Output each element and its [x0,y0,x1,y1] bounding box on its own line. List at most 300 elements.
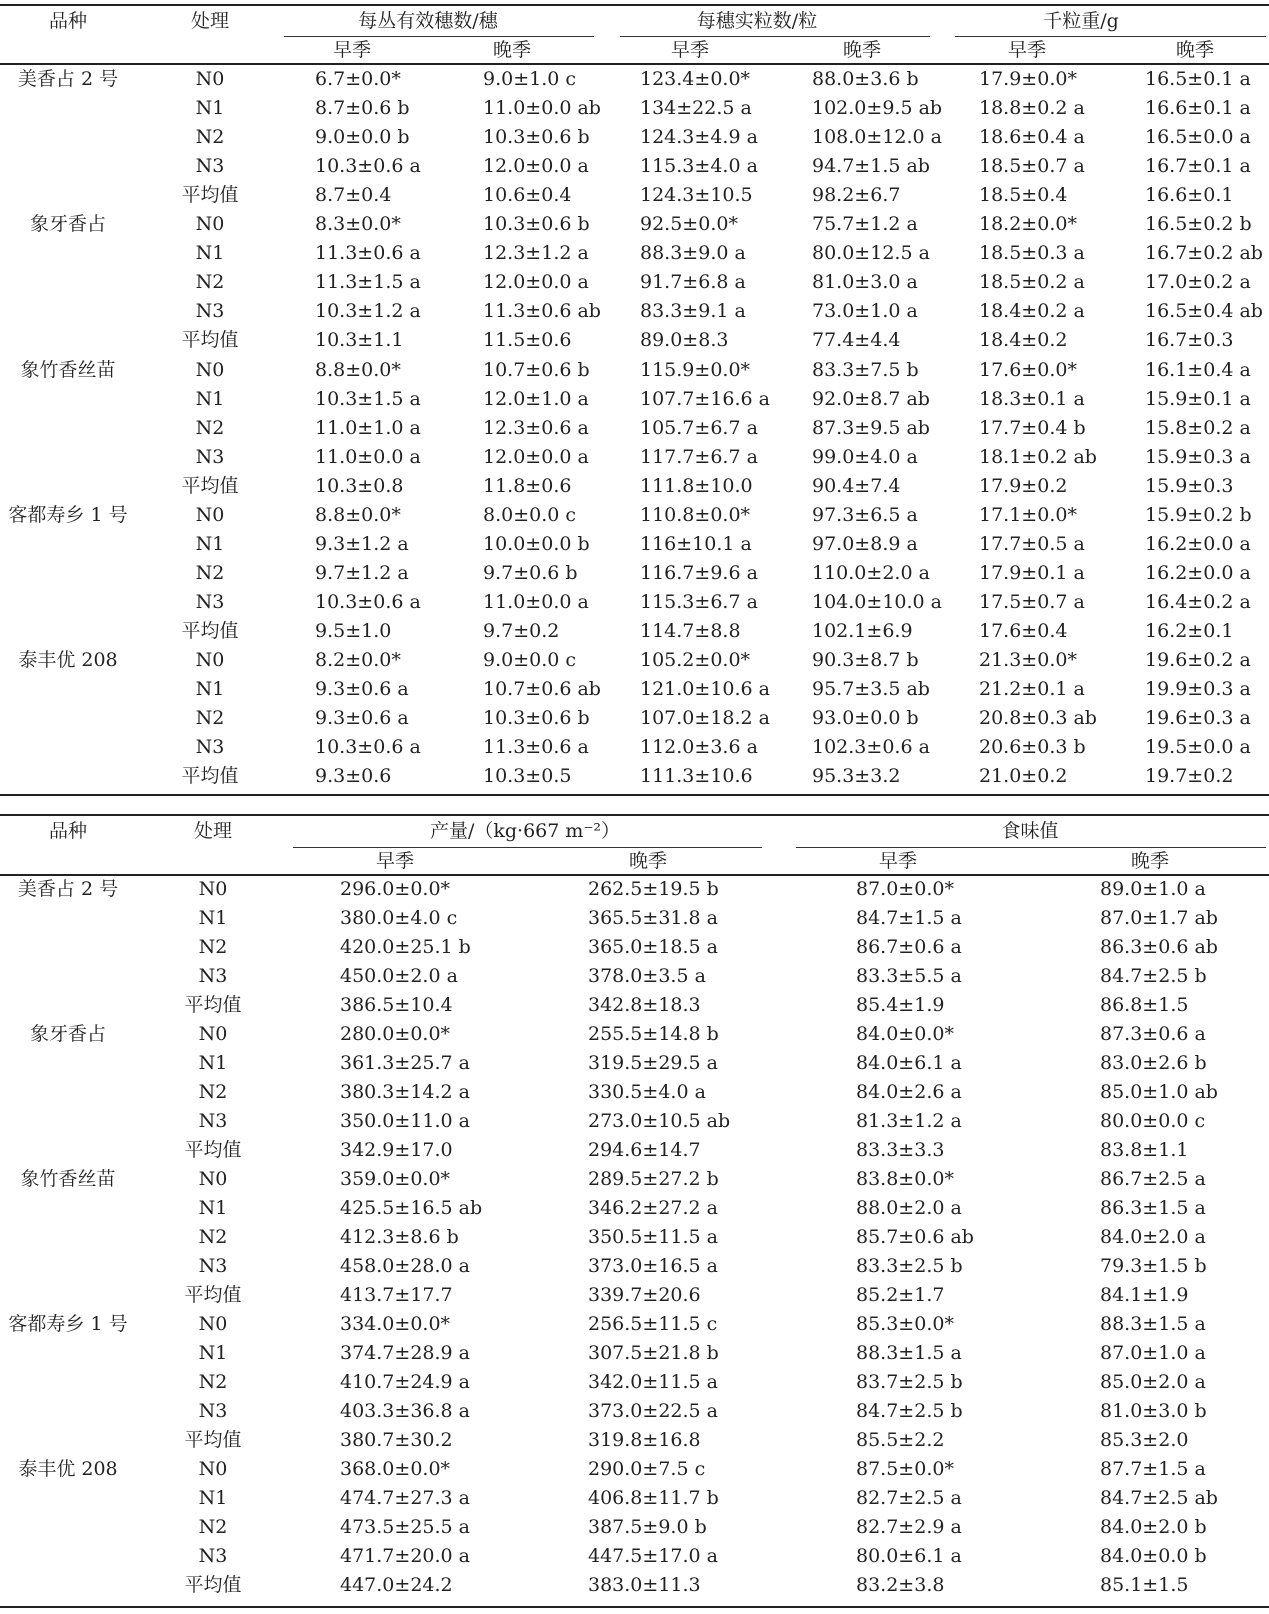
row-treatment: N2 [198,936,228,958]
header-season: 晚季 [492,39,532,61]
table-cell: 90.3±8.7 b [812,649,919,671]
row-treatment: N2 [198,1081,228,1103]
table-cell: 87.7±1.5 a [1100,1458,1206,1480]
row-treatment: N1 [198,1197,228,1219]
table-cell: 19.7±0.2 [1145,765,1234,787]
table-cell: 16.2±0.0 a [1145,533,1251,555]
table-cell: 350.0±11.0 a [340,1110,470,1132]
row-treatment: N1 [198,1487,228,1509]
table-cell: 15.9±0.2 b [1145,504,1252,526]
header-season: 早季 [332,39,372,61]
table-cell: 11.8±0.6 [483,475,572,497]
table-cell: 83.3±9.1 a [640,300,746,322]
table-cell: 9.3±1.2 a [315,533,409,555]
table-cell: 98.2±6.7 [812,184,901,206]
row-treatment: N1 [195,533,225,555]
table-cell: 107.7±16.6 a [640,388,770,410]
top-rule [0,4,1269,6]
header-group: 产量/（kg·667 m⁻²） [429,820,621,842]
row-treatment: N3 [198,1110,228,1132]
table-cell: 12.0±1.0 a [483,388,589,410]
table-cell: 10.3±0.6 a [315,736,421,758]
header-season: 晚季 [842,39,882,61]
table-cell: 474.7±27.3 a [340,1487,470,1509]
table-cell: 373.0±22.5 a [588,1400,718,1422]
table-cell: 83.3±2.5 b [856,1255,963,1277]
table-cell: 262.5±19.5 b [588,878,719,900]
table-cell: 373.0±16.5 a [588,1255,718,1277]
table-cell: 16.5±0.2 b [1145,213,1252,235]
table-cell: 104.0±10.0 a [812,591,942,613]
table-cell: 18.3±0.1 a [979,388,1085,410]
table-cell: 102.1±6.9 [812,620,913,642]
table-cell: 82.7±2.5 a [856,1487,962,1509]
header-season: 晚季 [628,850,668,872]
table-cell: 10.3±0.6 a [315,155,421,177]
row-treatment: N3 [195,591,225,613]
table-cell: 88.3±9.0 a [640,242,746,264]
table-cell: 20.6±0.3 b [979,736,1086,758]
table-cell: 83.3±5.5 a [856,965,962,987]
row-treatment: N0 [195,649,225,671]
table-cell: 88.0±2.0 a [856,1197,962,1219]
row-treatment: N3 [198,1545,228,1567]
table-cell: 10.3±0.8 [315,475,404,497]
table-cell: 111.3±10.6 [640,765,753,787]
table-cell: 84.0±2.0 b [1100,1516,1207,1538]
table-cell: 121.0±10.6 a [640,678,770,700]
table-cell: 81.0±3.0 b [1100,1400,1207,1422]
table-cell: 10.0±0.0 b [483,533,590,555]
table-cell: 19.6±0.3 a [1145,707,1251,729]
table-cell: 20.8±0.3 ab [979,707,1097,729]
table-cell: 8.0±0.0 c [483,504,577,526]
table-cell: 80.0±0.0 c [1100,1110,1206,1132]
table-cell: 15.8±0.2 a [1145,417,1251,439]
table-cell: 80.0±6.1 a [856,1545,962,1567]
table-cell: 10.3±0.6 a [315,591,421,613]
table-cell: 75.7±1.2 a [812,213,918,235]
table-cell: 342.8±18.3 [588,994,701,1016]
table-cell: 11.0±0.0 ab [483,97,601,119]
bottom-rule [0,1606,1269,1608]
row-treatment: N2 [195,271,225,293]
table-cell: 9.7±0.6 b [483,562,578,584]
table-cell: 9.0±0.0 c [483,649,577,671]
table-cell: 21.2±0.1 a [979,678,1085,700]
table-cell: 87.0±1.7 ab [1100,907,1218,929]
row-variety: 泰丰优 208 [18,649,118,671]
table-cell: 105.7±6.7 a [640,417,758,439]
table-cell: 458.0±28.0 a [340,1255,470,1277]
row-variety: 客都寿乡 1 号 [8,1313,128,1335]
table-cell: 16.6±0.1 a [1145,97,1251,119]
table-cell: 9.3±0.6 a [315,678,409,700]
table-cell: 11.5±0.6 [483,329,572,351]
group-underline [284,36,594,37]
row-treatment: N0 [198,1023,228,1045]
table-cell: 21.3±0.0* [979,649,1077,671]
row-treatment: 平均值 [181,329,239,351]
table-cell: 83.3±3.3 [856,1139,945,1161]
row-treatment: N3 [195,300,225,322]
bottom-rule [0,794,1269,796]
row-treatment: 平均值 [184,1574,242,1596]
row-treatment: 平均值 [184,1429,242,1451]
table-cell: 97.0±8.9 a [812,533,918,555]
table-cell: 350.5±11.5 a [588,1226,718,1248]
table-cell: 16.7±0.1 a [1145,155,1251,177]
table-cell: 18.1±0.2 ab [979,446,1097,468]
table-cell: 12.3±0.6 a [483,417,589,439]
table-cell: 84.0±2.0 a [1100,1226,1206,1248]
table-cell: 12.0±0.0 a [483,271,589,293]
table-cell: 111.8±10.0 [640,475,753,497]
table-cell: 16.4±0.2 a [1145,591,1251,613]
row-treatment: N0 [195,359,225,381]
table-cell: 102.0±9.5 ab [812,97,943,119]
table-cell: 83.7±2.5 b [856,1371,963,1393]
row-variety: 美香占 2 号 [17,68,119,90]
table-cell: 18.8±0.2 a [979,97,1085,119]
group-underline [293,847,762,848]
table-cell: 86.7±0.6 a [856,936,962,958]
row-treatment: N3 [195,155,225,177]
table-cell: 15.9±0.1 a [1145,388,1251,410]
table-cell: 11.0±0.0 a [315,446,421,468]
table-cell: 8.8±0.0* [315,359,401,381]
table-cell: 21.0±0.2 [979,765,1068,787]
table-cell: 365.0±18.5 a [588,936,718,958]
table-cell: 365.5±31.8 a [588,907,718,929]
table-cell: 8.7±0.6 b [315,97,410,119]
table-cell: 447.0±24.2 [340,1574,453,1596]
table-cell: 17.5±0.7 a [979,591,1085,613]
table-cell: 80.0±12.5 a [812,242,930,264]
table-cell: 447.5±17.0 a [588,1545,718,1567]
table-cell: 10.7±0.6 ab [483,678,601,700]
table-cell: 105.2±0.0* [640,649,751,671]
table-cell: 17.9±0.0* [979,68,1077,90]
table-cell: 84.7±1.5 a [856,907,962,929]
header-group: 每穗实粒数/粒 [696,10,818,32]
group-underline [955,36,1266,37]
table-cell: 114.7±8.8 [640,620,741,642]
table-cell: 123.4±0.0* [640,68,751,90]
table-cell: 425.5±16.5 ab [340,1197,483,1219]
table-cell: 19.9±0.3 a [1145,678,1251,700]
table-cell: 17.1±0.0* [979,504,1077,526]
table-cell: 18.5±0.3 a [979,242,1085,264]
header-season: 晚季 [1130,850,1170,872]
row-variety: 象牙香占 [29,213,107,235]
table-cell: 9.7±1.2 a [315,562,409,584]
row-treatment: N2 [195,707,225,729]
table-cell: 116±10.1 a [640,533,752,555]
top-rule [0,814,1269,816]
row-treatment: 平均值 [184,994,242,1016]
header-season: 早季 [375,850,415,872]
table-cell: 84.0±6.1 a [856,1052,962,1074]
table-cell: 86.3±0.6 ab [1100,936,1218,958]
header-season: 早季 [878,850,918,872]
table-cell: 84.7±2.5 ab [1100,1487,1218,1509]
row-variety: 象牙香占 [29,1023,107,1045]
group-underline [620,36,930,37]
table-cell: 84.0±0.0 b [1100,1545,1207,1567]
row-treatment: N0 [195,504,225,526]
table-cell: 15.9±0.3 [1145,475,1234,497]
table-cell: 383.0±11.3 [588,1574,701,1596]
row-treatment: N3 [198,1255,228,1277]
header-season: 晚季 [1175,39,1215,61]
table-cell: 378.0±3.5 a [588,965,706,987]
table-cell: 86.7±2.5 a [1100,1168,1206,1190]
table-cell: 87.0±1.0 a [1100,1342,1206,1364]
row-treatment: N2 [198,1226,228,1248]
table-cell: 87.5±0.0* [856,1458,954,1480]
table-cell: 81.3±1.2 a [856,1110,962,1132]
table-cell: 88.3±1.5 a [856,1342,962,1364]
table-cell: 18.4±0.2 a [979,300,1085,322]
row-treatment: 平均值 [181,475,239,497]
table-cell: 16.7±0.3 [1145,329,1234,351]
table-cell: 83.0±2.6 b [1100,1052,1207,1074]
table-cell: 410.7±24.9 a [340,1371,470,1393]
table-cell: 380.3±14.2 a [340,1081,470,1103]
table-cell: 10.3±0.6 b [483,707,590,729]
table-cell: 8.3±0.0* [315,213,401,235]
table-cell: 124.3±4.9 a [640,126,758,148]
table-cell: 10.3±1.1 [315,329,404,351]
table-cell: 112.0±3.6 a [640,736,758,758]
table-cell: 294.6±14.7 [588,1139,701,1161]
table-cell: 420.0±25.1 b [340,936,471,958]
table-cell: 11.3±0.6 ab [483,300,601,322]
table-cell: 93.0±0.0 b [812,707,919,729]
header-group: 食味值 [1001,820,1059,842]
table-cell: 87.3±9.5 ab [812,417,930,439]
table-cell: 18.6±0.4 a [979,126,1085,148]
header-variety: 品种 [48,820,88,842]
row-treatment: N3 [198,965,228,987]
table-cell: 87.3±0.6 a [1100,1023,1206,1045]
header-group: 每丛有效穗数/穗 [358,10,498,32]
table-cell: 16.5±0.4 ab [1145,300,1263,322]
table-cell: 412.3±8.6 b [340,1226,459,1248]
row-treatment: N0 [195,213,225,235]
row-variety: 泰丰优 208 [18,1458,118,1480]
table-cell: 406.8±11.7 b [588,1487,719,1509]
header-rule [0,874,1269,876]
table-cell: 18.4±0.2 [979,329,1068,351]
table-cell: 83.8±0.0* [856,1168,954,1190]
table-cell: 85.7±0.6 ab [856,1226,974,1248]
table-cell: 19.6±0.2 a [1145,649,1251,671]
table-cell: 413.7±17.7 [340,1284,453,1306]
row-treatment: N2 [198,1371,228,1393]
table-cell: 319.5±29.5 a [588,1052,718,1074]
table-cell: 134±22.5 a [640,97,752,119]
table-cell: 450.0±2.0 a [340,965,458,987]
table-cell: 387.5±9.0 b [588,1516,707,1538]
table-cell: 339.7±20.6 [588,1284,701,1306]
table-cell: 84.7±2.5 b [1100,965,1207,987]
row-treatment: N1 [198,1342,228,1364]
table-cell: 18.2±0.0* [979,213,1077,235]
table-cell: 83.8±1.1 [1100,1139,1189,1161]
table-cell: 359.0±0.0* [340,1168,451,1190]
table-cell: 289.5±27.2 b [588,1168,719,1190]
table-cell: 307.5±21.8 b [588,1342,719,1364]
table-cell: 16.7±0.2 ab [1145,242,1263,264]
table-cell: 86.8±1.5 [1100,994,1189,1016]
table-cell: 89.0±8.3 [640,329,729,351]
table-cell: 12.0±0.0 a [483,155,589,177]
table-cell: 94.7±1.5 ab [812,155,930,177]
table-cell: 83.3±7.5 b [812,359,919,381]
table-cell: 117.7±6.7 a [640,446,758,468]
row-treatment: N2 [198,1516,228,1538]
table-cell: 116.7±9.6 a [640,562,758,584]
table-cell: 10.3±1.2 a [315,300,421,322]
table-cell: 16.6±0.1 [1145,184,1234,206]
row-treatment: N0 [198,878,228,900]
row-treatment: N1 [195,97,225,119]
table-cell: 102.3±0.6 a [812,736,930,758]
table-cell: 361.3±25.7 a [340,1052,470,1074]
row-treatment: 平均值 [181,765,239,787]
table-cell: 82.7±2.9 a [856,1516,962,1538]
table-cell: 330.5±4.0 a [588,1081,706,1103]
row-treatment: N0 [198,1458,228,1480]
table-cell: 85.1±1.5 [1100,1574,1189,1596]
table-cell: 86.3±1.5 a [1100,1197,1206,1219]
table-cell: 84.1±1.9 [1100,1284,1189,1306]
table-cell: 296.0±0.0* [340,878,451,900]
table-cell: 256.5±11.5 c [588,1313,718,1335]
table-cell: 92.0±8.7 ab [812,388,930,410]
table-cell: 9.3±0.6 a [315,707,409,729]
table-cell: 17.6±0.0* [979,359,1077,381]
table-cell: 342.0±11.5 a [588,1371,718,1393]
table-cell: 11.3±0.6 a [315,242,421,264]
table-cell: 16.5±0.1 a [1145,68,1251,90]
table-cell: 471.7±20.0 a [340,1545,470,1567]
table-cell: 10.7±0.6 b [483,359,590,381]
table-cell: 16.1±0.4 a [1145,359,1251,381]
table-cell: 84.0±2.6 a [856,1081,962,1103]
row-treatment: N3 [195,446,225,468]
table-cell: 346.2±27.2 a [588,1197,718,1219]
table-cell: 97.3±6.5 a [812,504,918,526]
table-cell: 19.5±0.0 a [1145,736,1251,758]
table-cell: 88.3±1.5 a [1100,1313,1206,1335]
header-treatment: 处理 [190,10,230,32]
table-cell: 79.3±1.5 b [1100,1255,1207,1277]
table-cell: 84.0±0.0* [856,1023,954,1045]
table-cell: 319.8±16.8 [588,1429,701,1451]
table-cell: 91.7±6.8 a [640,271,746,293]
table-cell: 107.0±18.2 a [640,707,770,729]
table-cell: 17.9±0.2 [979,475,1068,497]
table-cell: 10.3±0.6 b [483,213,590,235]
table-cell: 368.0±0.0* [340,1458,451,1480]
table-cell: 9.3±0.6 [315,765,392,787]
row-treatment: N2 [195,417,225,439]
table-cell: 9.0±1.0 c [483,68,577,90]
table-cell: 85.3±0.0* [856,1313,954,1335]
row-treatment: 平均值 [181,184,239,206]
table-cell: 17.7±0.5 a [979,533,1085,555]
table-cell: 11.0±0.0 a [483,591,589,613]
row-treatment: N3 [198,1400,228,1422]
table-cell: 386.5±10.4 [340,994,453,1016]
table-cell: 84.7±2.5 b [856,1400,963,1422]
table-cell: 473.5±25.5 a [340,1516,470,1538]
table-cell: 10.3±0.6 b [483,126,590,148]
table-cell: 6.7±0.0* [315,68,401,90]
table-cell: 374.7±28.9 a [340,1342,470,1364]
table-cell: 280.0±0.0* [340,1023,451,1045]
row-treatment: N1 [198,907,228,929]
table-cell: 17.0±0.2 a [1145,271,1251,293]
row-variety: 象竹香丝苗 [20,1168,116,1190]
table-cell: 90.4±7.4 [812,475,901,497]
table-cell: 8.7±0.4 [315,184,392,206]
table-cell: 108.0±12.0 a [812,126,942,148]
table-cell: 380.7±30.2 [340,1429,453,1451]
table-cell: 290.0±7.5 c [588,1458,706,1480]
table-cell: 380.0±4.0 c [340,907,458,929]
table-cell: 95.3±3.2 [812,765,901,787]
table-cell: 115.9±0.0* [640,359,751,381]
row-treatment: N1 [195,678,225,700]
row-variety: 美香占 2 号 [17,878,119,900]
table-cell: 18.5±0.2 a [979,271,1085,293]
row-treatment: N1 [198,1052,228,1074]
table-cell: 334.0±0.0* [340,1313,451,1335]
table-cell: 85.2±1.7 [856,1284,945,1306]
table-cell: 16.2±0.0 a [1145,562,1251,584]
table-cell: 10.3±0.5 [483,765,572,787]
table-cell: 18.5±0.7 a [979,155,1085,177]
table-cell: 85.4±1.9 [856,994,945,1016]
table-cell: 85.0±1.0 ab [1100,1081,1218,1103]
row-treatment: 平均值 [184,1139,242,1161]
header-variety: 品种 [48,10,88,32]
table-cell: 9.0±0.0 b [315,126,410,148]
table-cell: 17.6±0.4 [979,620,1068,642]
table-cell: 12.0±0.0 a [483,446,589,468]
table-cell: 87.0±0.0* [856,878,954,900]
table-cell: 15.9±0.3 a [1145,446,1251,468]
table-cell: 17.7±0.4 b [979,417,1086,439]
table-cell: 95.7±3.5 ab [812,678,930,700]
table-cell: 12.3±1.2 a [483,242,589,264]
table-cell: 11.0±1.0 a [315,417,421,439]
table-cell: 11.3±0.6 a [483,736,589,758]
table-cell: 18.5±0.4 [979,184,1068,206]
table-cell: 273.0±10.5 ab [588,1110,731,1132]
table-cell: 81.0±3.0 a [812,271,918,293]
table-cell: 17.9±0.1 a [979,562,1085,584]
header-group: 千粒重/g [1043,10,1119,32]
row-treatment: N2 [195,126,225,148]
table-cell: 85.3±2.0 [1100,1429,1189,1451]
row-treatment: N0 [198,1168,228,1190]
table-cell: 88.0±3.6 b [812,68,919,90]
